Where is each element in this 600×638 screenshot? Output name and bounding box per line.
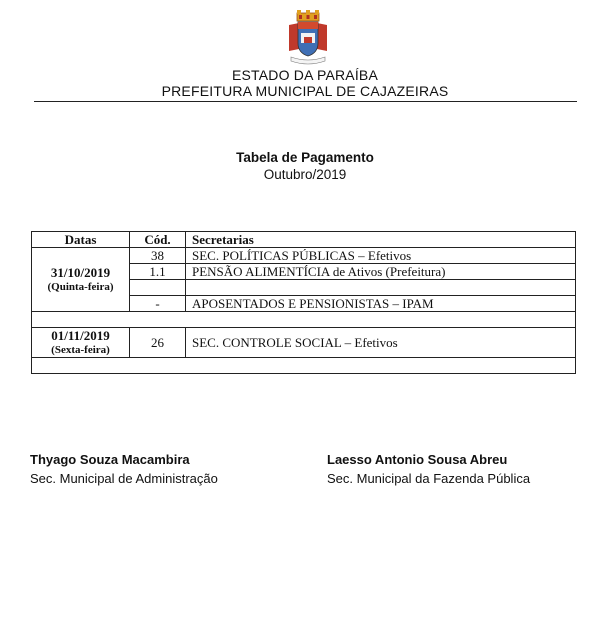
department-cell: SEC. CONTROLE SOCIAL – Efetivos — [186, 328, 576, 358]
payment-table — [31, 231, 576, 374]
date-cell — [32, 328, 130, 358]
spacer-row — [32, 358, 576, 374]
code-cell: 38 — [130, 248, 186, 264]
signature-block-right — [327, 452, 530, 486]
department-cell: PENSÃO ALIMENTÍCIA de Ativos (Prefeitura) — [186, 264, 576, 280]
column-header-department: Secretarias — [186, 232, 576, 248]
date-cell — [32, 248, 130, 312]
payment-weekday: (Quinta-feira) — [47, 281, 114, 293]
department-cell: SEC. POLÍTICAS PÚBLICAS – Efetivos — [186, 248, 576, 264]
code-cell: 26 — [130, 328, 186, 358]
spacer-cell — [32, 312, 576, 328]
department-cell — [186, 280, 576, 296]
column-header-date: Datas — [32, 232, 130, 248]
table-header-row — [32, 232, 576, 248]
payment-weekday: (Sexta-feira) — [51, 344, 110, 356]
table-row — [32, 328, 576, 358]
state-name: ESTADO DA PARAÍBA — [231, 67, 379, 83]
column-header-code: Cód. — [130, 232, 186, 248]
header-divider — [34, 101, 577, 102]
signatory-role: Sec. Municipal da Fazenda Pública — [327, 471, 531, 486]
document-title: Tabela de Pagamento — [236, 150, 374, 165]
signatory-name: Laesso Antonio Sousa Abreu — [327, 452, 508, 467]
signature-block-left — [30, 452, 218, 486]
signatory-role: Sec. Municipal de Administração — [30, 471, 218, 486]
department-cell: APOSENTADOS E PENSIONISTAS – IPAM — [186, 296, 576, 312]
coat-of-arms-icon — [285, 9, 331, 67]
code-cell: - — [130, 296, 186, 312]
signatory-name: Thyago Souza Macambira — [30, 452, 190, 467]
payment-date: 01/11/2019 — [51, 328, 110, 343]
code-cell: 1.1 — [130, 264, 186, 280]
spacer-cell — [32, 358, 576, 374]
table-row — [32, 248, 576, 264]
payment-date: 31/10/2019 — [50, 265, 111, 280]
document-period: Outubro/2019 — [263, 167, 347, 182]
city-hall-name: PREFEITURA MUNICIPAL DE CAJAZEIRAS — [161, 83, 449, 99]
code-cell — [130, 280, 186, 296]
spacer-row — [32, 312, 576, 328]
